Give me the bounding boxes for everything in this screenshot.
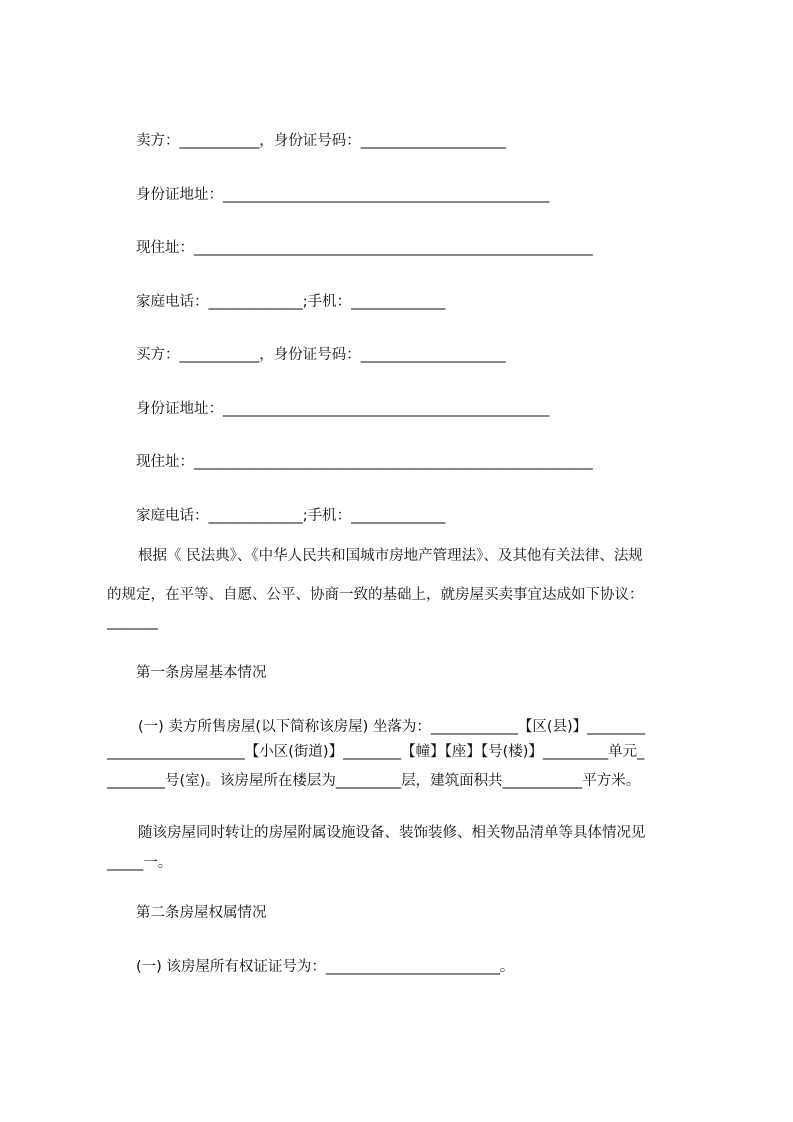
buyer-current-address-line: 现住址：_______________________________________________________: [136, 454, 593, 470]
article1-clause1-line: (一) 卖方所售房屋(以下简称该房屋) 坐落为：____________【区(县)】________: [138, 719, 646, 735]
preamble-line: 的规定，在平等、自愿、公平、协商一致的基础上，就房屋买卖事宜达成如下协议：: [107, 587, 644, 603]
buyer-phone-line: 家庭电话：_____________;手机：_____________: [136, 508, 446, 524]
seller-name-id-line: 卖方：___________，身份证号码：____________________: [136, 133, 506, 149]
article1-clause1-line: ___________________【小区(街道)】________【幢】【座】【号(楼)】_________单元_: [107, 744, 645, 760]
attachments-line: 随该房屋同时转让的房屋附属设施设备、装饰装修、相关物品清单等具体情况见: [138, 825, 646, 841]
buyer-id-address-line: 身份证地址：_____________________________________________: [136, 401, 550, 417]
seller-id-address-line: 身份证地址：_____________________________________________: [136, 187, 550, 203]
preamble-line: 根据《 民法典》、《中华人民共和国城市房地产管理法》、及其他有关法律、法规: [138, 548, 643, 564]
preamble-line: _______: [107, 614, 158, 630]
article2-title: 第二条房屋权属情况: [136, 905, 267, 921]
article2-clause1: (一) 该房屋所有权证证号为：________________________。: [136, 959, 515, 975]
attachments-line: _____一。: [107, 855, 173, 871]
seller-current-address-line: 现住址：_______________________________________________________: [136, 240, 593, 256]
article1-title: 第一条房屋基本情况: [136, 665, 267, 681]
article1-clause1-line: ________号(室)。该房屋所在楼层为_________层，建筑面积共___________平方米。: [107, 773, 641, 789]
buyer-name-id-line: 买方：___________，身份证号码：____________________: [136, 347, 506, 363]
seller-phone-line: 家庭电话：_____________;手机：_____________: [136, 294, 446, 310]
